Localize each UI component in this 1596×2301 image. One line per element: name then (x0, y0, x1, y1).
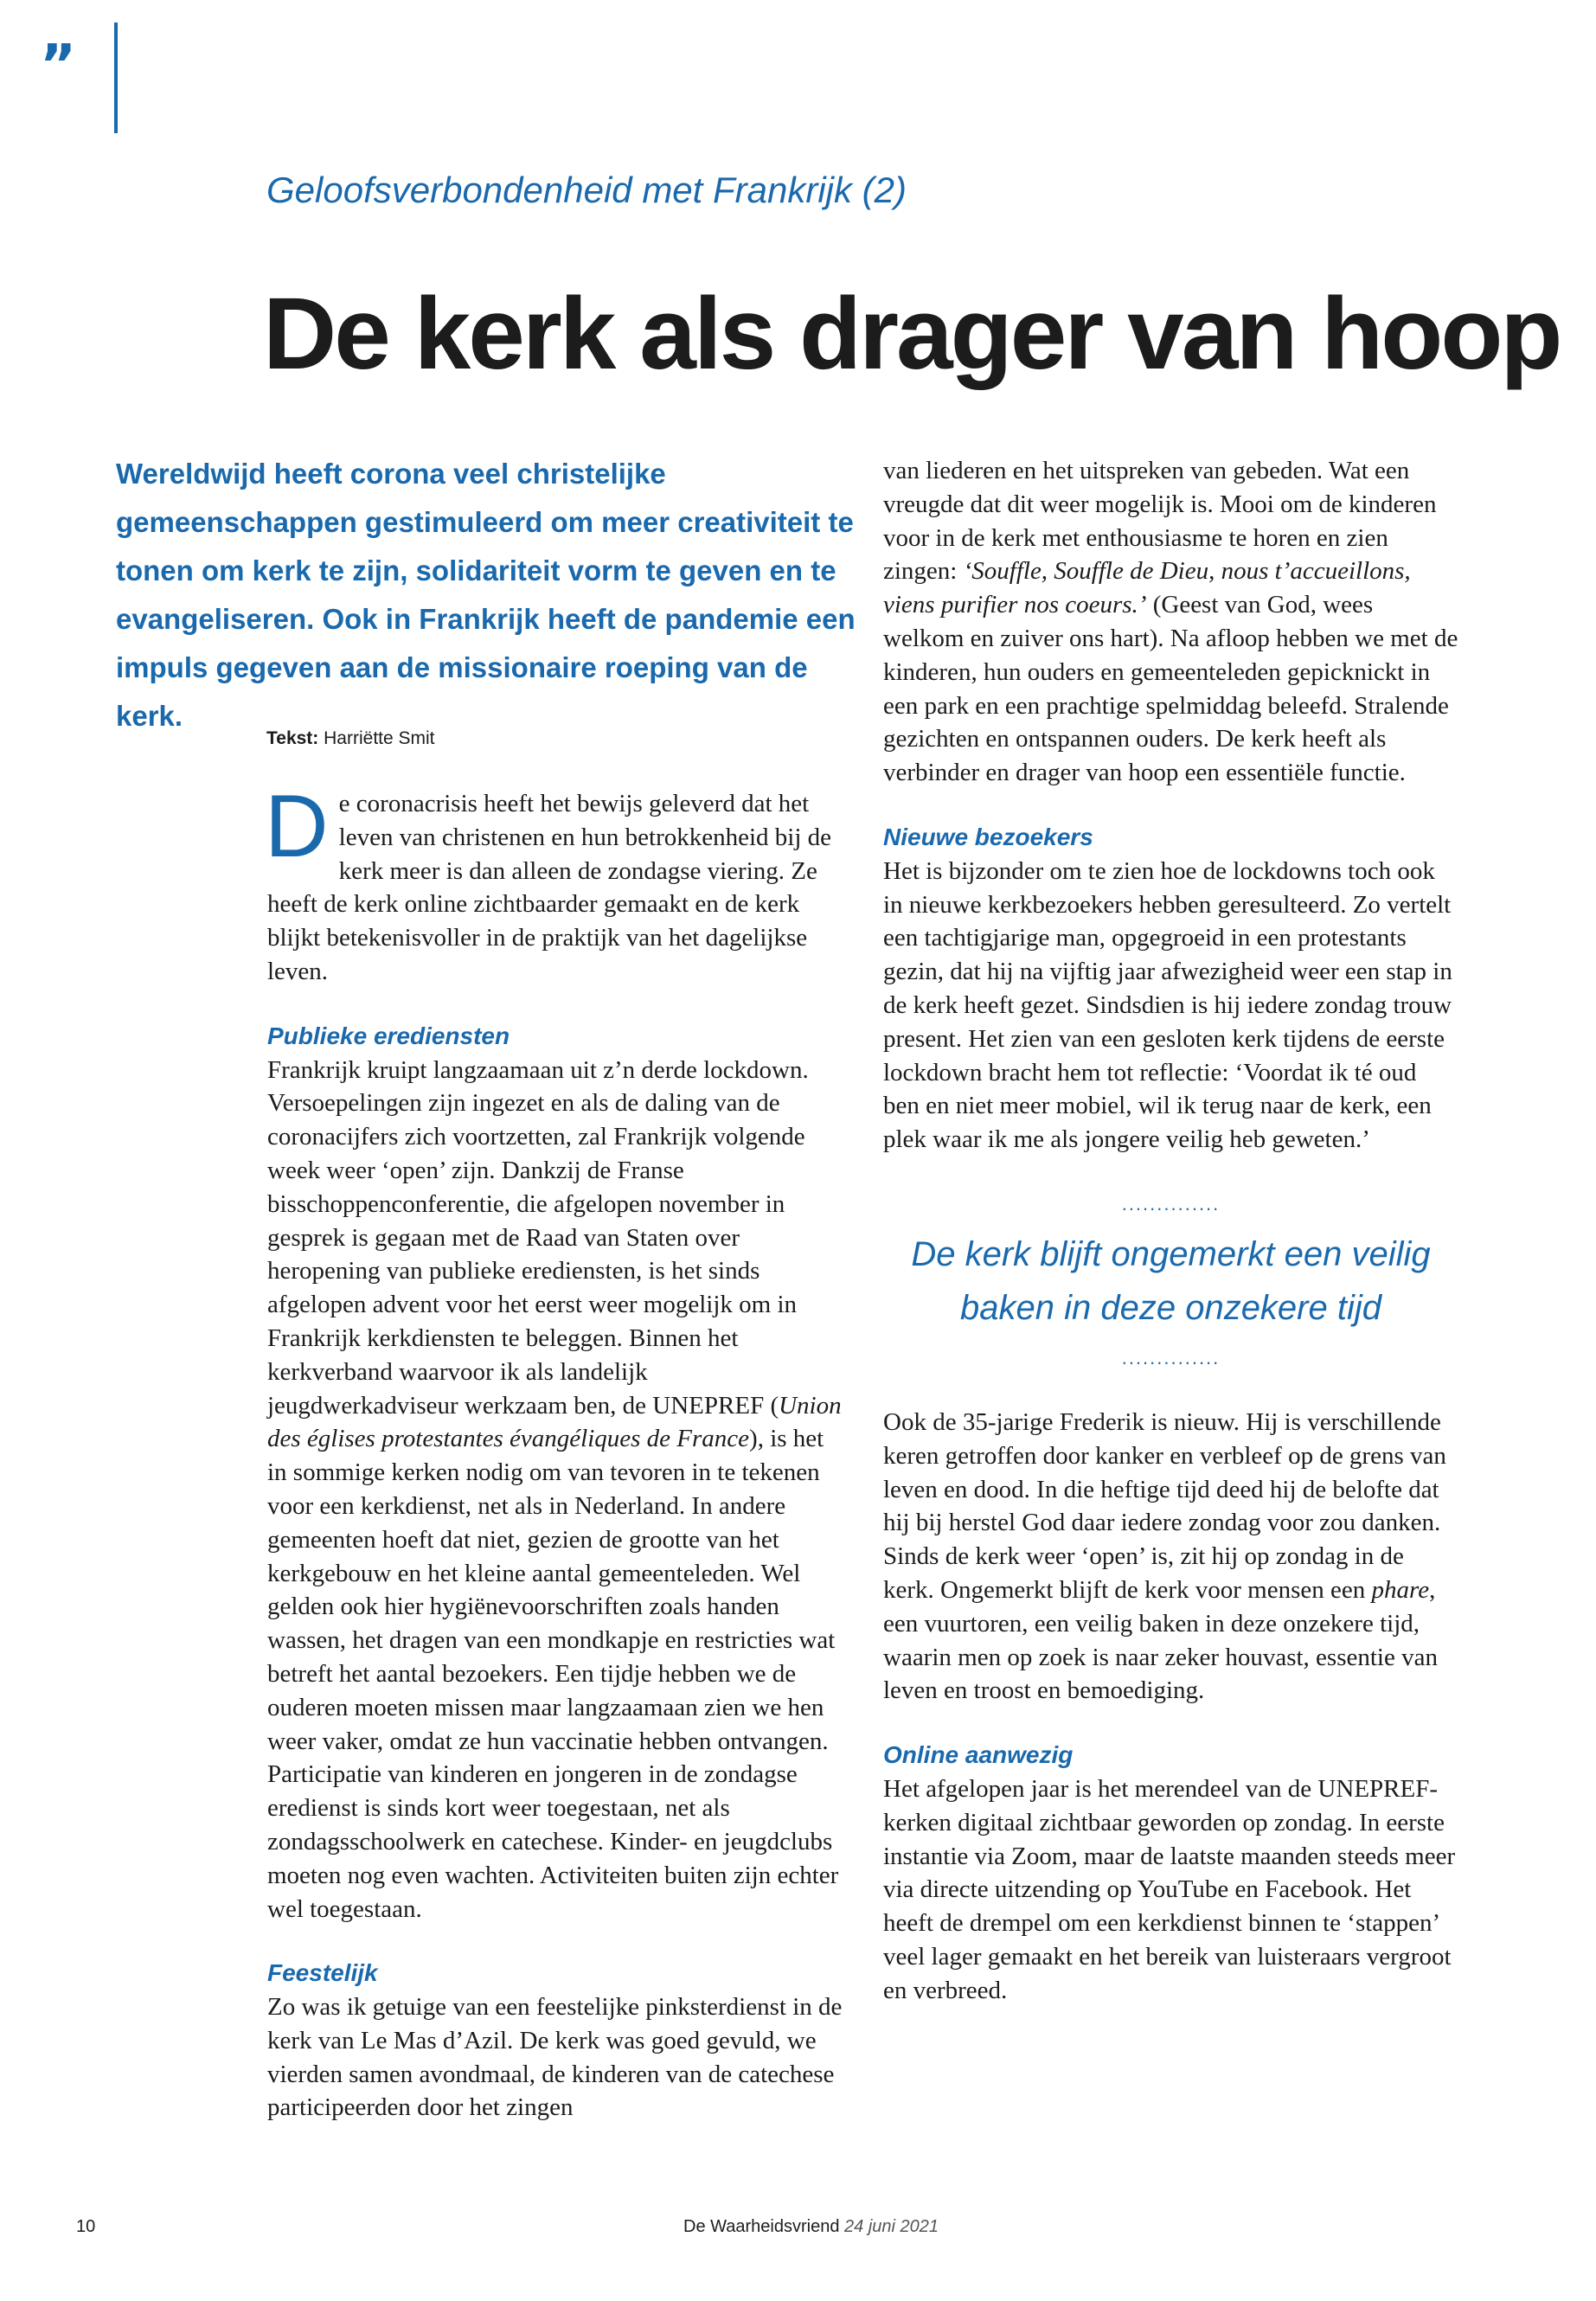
quote-mark-icon: ” (40, 34, 77, 98)
byline-label: Tekst: (266, 728, 319, 748)
footer-publication (683, 2217, 939, 2237)
paragraph-text: , een vuurtoren, een veilig baken in deze onzekere tijd, waarin men op zoek is naar zeker houvast, essentie van leven en troost en bemoediging. (883, 1575, 1438, 1705)
paragraph-text: van liederen en het uitspreken van gebeden. Wat een vreugde dat dit weer mogelijk is. Mooi om de kinderen voor in de kerk met enthousiasme te horen en zien zingen: (883, 457, 1437, 586)
issue-date: 24 juni 2021 (844, 2217, 939, 2236)
pull-quote-divider-top: .............. (1121, 1192, 1221, 1215)
subheading-nieuwe-bezoekers: Nieuwe bezoekers (883, 823, 1093, 850)
paragraph-text: (Geest van God, wees welkom en zuiver ons hart). Na afloop hebben we met de kinderen, hun ouders en gemeenteleden gepicknickt in een park en een prachtige spelmiddag beleefd. Stralende gezichten en ontspannen ouders. De kerk heeft als verbinder en drager van hoop een essentiële functie. (883, 591, 1458, 787)
paragraph-italic-text: Union des églises protestantes évangéliques de France (267, 1391, 842, 1453)
magazine-name: De Waarheidsvriend (683, 2217, 840, 2236)
article-column-left (265, 777, 843, 2125)
page-number: 10 (76, 2217, 96, 2236)
paragraph-opening-text: e coronacrisis heeft het bewijs geleverd dat het leven van christenen en hun betrokkenheid bij de kerk meer is dan alleen de zondagse viering. Ze heeft de kerk online zichtbaarder gemaakt en de kerk blijkt betekenisvoller in de praktijk van het dagelijkse leven. (267, 790, 832, 985)
subheading-online-aanwezig: Online aanwezig (883, 1741, 1074, 1769)
paragraph-feestelijk-continued (883, 454, 1458, 790)
article-column-right (883, 454, 1458, 2007)
paragraph-italic-text: phare (1371, 1575, 1430, 1604)
paragraph-text: Frankrijk kruipt langzaamaan uit z’n derde lockdown. Versoepelingen zijn ingezet en als de daling van de coronacijfers zich voortzetten, zal Frankrijk volgende week weer ‘open’ zijn. Dankzij de Franse bisschoppenconferentie, die afgelopen november in gesprek is gegaan met de Raad van Staten over heropening van publieke erediensten, is het sinds afgelopen advent voor het eerst weer mogelijk om in Frankrijk kerkdiensten te beleggen. Binnen het kerkverband waarvoor ik als landelijk jeugdwerkadviseur werkzaam ben, de UNEPREF ( (267, 1055, 809, 1420)
paragraph-feestelijk: Zo was ik getuige van een feestelijke pinksterdienst in de kerk van Le Mas d’Azil. De kerk was goed gevuld, we vierden samen avondmaal, de kinderen van de catechese participeerden door het zingen (267, 1993, 843, 2122)
paragraph-text: ), is het in sommige kerken nodig om van tevoren in te tekenen voor een kerkdienst, net als in Nederland. In andere gemeenten hoeft dat niet, gezien de grootte van het kerkgebouw en het kleine aantal gemeenteleden. Wel gelden ook hier hygiënevoorschriften zoals handen wassen, het dragen van een mondkapje en restricties wat betreft het aantal bezoekers. Een tijdje hebben we de ouderen moeten missen maar langzaamaan zien we hen weer vaker, omdat ze hun vaccinatie hebben ontvangen. Participatie van kinderen en jongeren in de zondagse eredienst is sinds kort weer toegestaan, net als zondagsschoolwerk en catechese. Kinder- en jeugdclubs moeten nog even wachten. Activiteiten buiten zijn echter wel toegestaan. (267, 1425, 839, 1923)
paragraph-text: Ook de 35-jarige Frederik is nieuw. Hij is verschillende keren getroffen door kanker en verbleef op de grens van leven en dood. In die heftige tijd deed hij de belofte dat hij bij herstel God daar iedere zondag voor zou danken. Sinds de kerk weer ‘open’ is, zit hij op zondag in de kerk. Ongemerkt blijft de kerk voor mensen een (883, 1407, 1446, 1604)
byline (266, 728, 435, 749)
paragraph-nieuwe-bezoekers: Het is bijzonder om te zien hoe de lockdowns toch ook in nieuwe kerkbezoekers hebben geresulteerd. Zo vertelt een tachtigjarige man, opgegroeid in een protestants gezin, dat hij na vijftig jaar afwezigheid weer een stap in de kerk heeft gezet. Sindsdien is hij iedere zondag trouw present. Het zien van een gesloten kerk tijdens de eerste lockdown bracht hem tot reflectie: ‘Voordat ik té oud ben en niet meer mobiel, wil ik terug naar de kerk, een plek waar ik me als jongere veilig heb geweten.’ (883, 856, 1452, 1154)
series-kicker: Geloofsverbondenheid met Frankrijk (2) (266, 170, 907, 210)
paragraph-italic-text: ‘Souffle, Souffle de Dieu, nous t’accueillons, viens purifier nos coeurs.’ (883, 557, 1411, 619)
paragraph-opening (265, 777, 843, 989)
byline-author: Harriëtte Smit (324, 728, 435, 748)
paragraph-erediensten (267, 1054, 843, 1926)
paragraph-frederik (883, 1406, 1458, 1708)
subheading-feestelijk: Feestelijk (267, 1959, 378, 1987)
article-title: De kerk als drager van hoop (263, 277, 1561, 391)
paragraph-online-aanwezig: Het afgelopen jaar is het merendeel van de UNEPREF-kerken digitaal zichtbaar geworden op zondag. In eerste instantie via Zoom, maar de laatste maanden steeds meer via directe uitzending op YouTube en Facebook. Het heeft de drempel om een kerkdienst binnen te ‘stappen’ veel lager gemaakt en het bereik van luisteraars vergroot en verbreed. (883, 1774, 1456, 2004)
subheading-publieke-erediensten: Publieke erediensten (267, 1022, 510, 1049)
article-intro: Wereldwijd heeft corona veel christelijke gemeenschappen gestimuleerd om meer creativiteit te tonen om kerk te zijn, solidariteit vorm te geven en te evangeliseren. Ook in Frankrijk heeft de pandemie een impuls gegeven aan de missionaire roeping van de kerk. (116, 458, 856, 732)
corner-rule (114, 22, 118, 133)
pull-quote (883, 1191, 1458, 1371)
pull-quote-text: De kerk blijft ongemerkt een veilig baken in deze onzekere tijd (911, 1234, 1431, 1327)
pull-quote-divider-bottom: .............. (1121, 1346, 1221, 1368)
drop-cap: D (265, 777, 329, 875)
